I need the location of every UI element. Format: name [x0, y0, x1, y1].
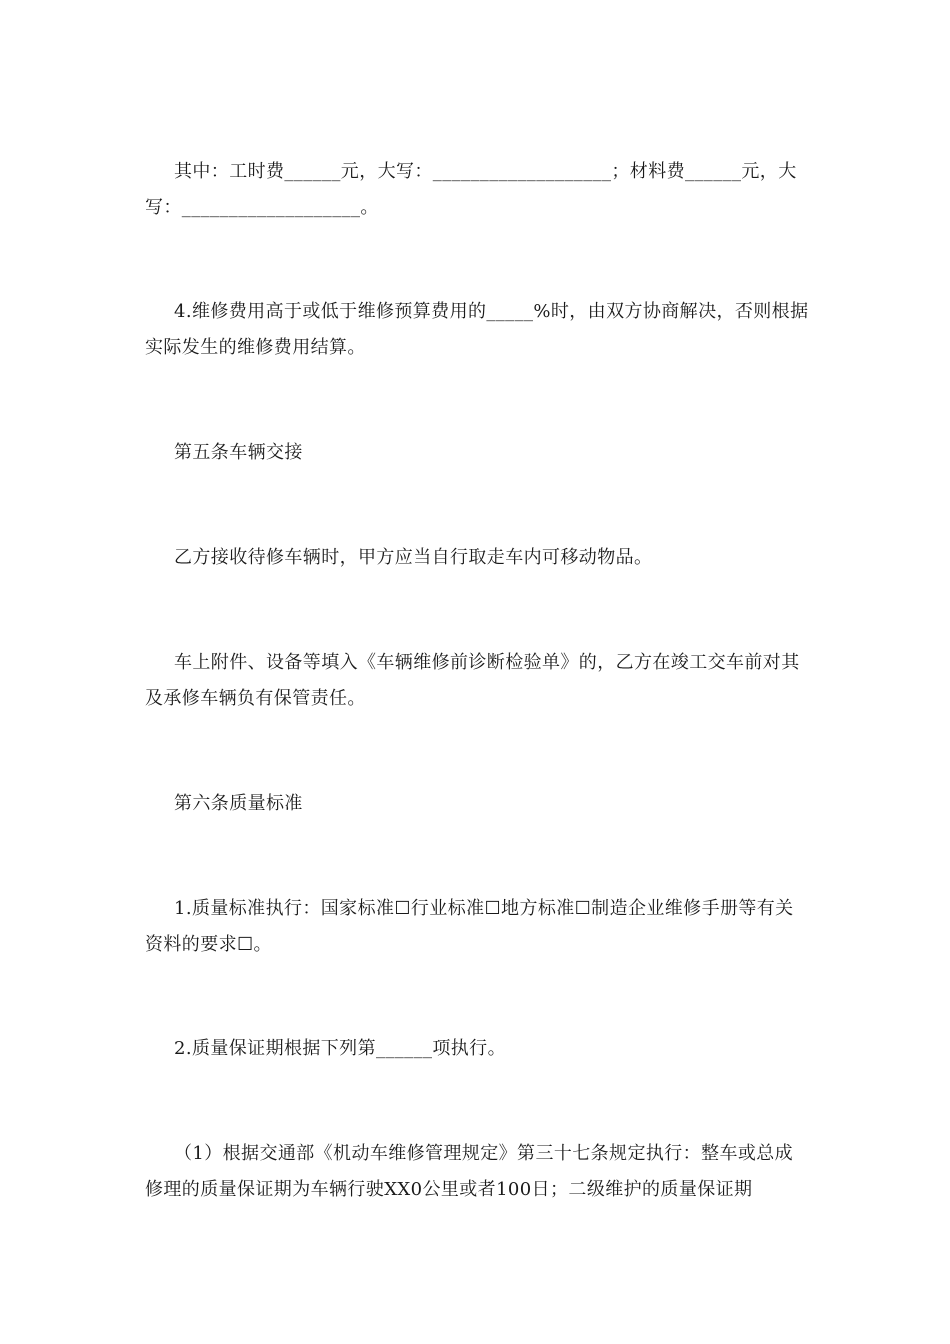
quality-standard-paragraph: 1.质量标准执行：国家标准☐行业标准☐地方标准☐制造企业维修手册等有关资料的要求☐。 [145, 898, 794, 955]
handover-paragraph: 乙方接收待修车辆时，甲方应当自行取走车内可移动物品。 [174, 547, 653, 568]
warranty-selection-paragraph: 2.质量保证期根据下列第______项执行。 [174, 1038, 506, 1059]
fee-breakdown-paragraph: 其中：工时费______元，大写：___________________；材料费______元，大写：___________________。 [145, 161, 797, 218]
warranty-rule-paragraph: （1）根据交通部《机动车维修管理规定》第三十七条规定执行：整车或总成修理的质量保证期为车辆行驶XX0公里或者100日；二级维护的质量保证期 [145, 1143, 794, 1200]
section-heading-quality-standard: 第六条质量标准 [174, 793, 303, 814]
section-heading-vehicle-handover: 第五条车辆交接 [174, 442, 303, 463]
cost-variance-paragraph: 4.维修费用高于或低于维修预算费用的_____%时，由双方协商解决，否则根据实际发生的维修费用结算。 [145, 301, 809, 358]
custody-paragraph: 车上附件、设备等填入《车辆维修前诊断检验单》的，乙方在竣工交车前对其及承修车辆负有保管责任。 [145, 652, 800, 709]
